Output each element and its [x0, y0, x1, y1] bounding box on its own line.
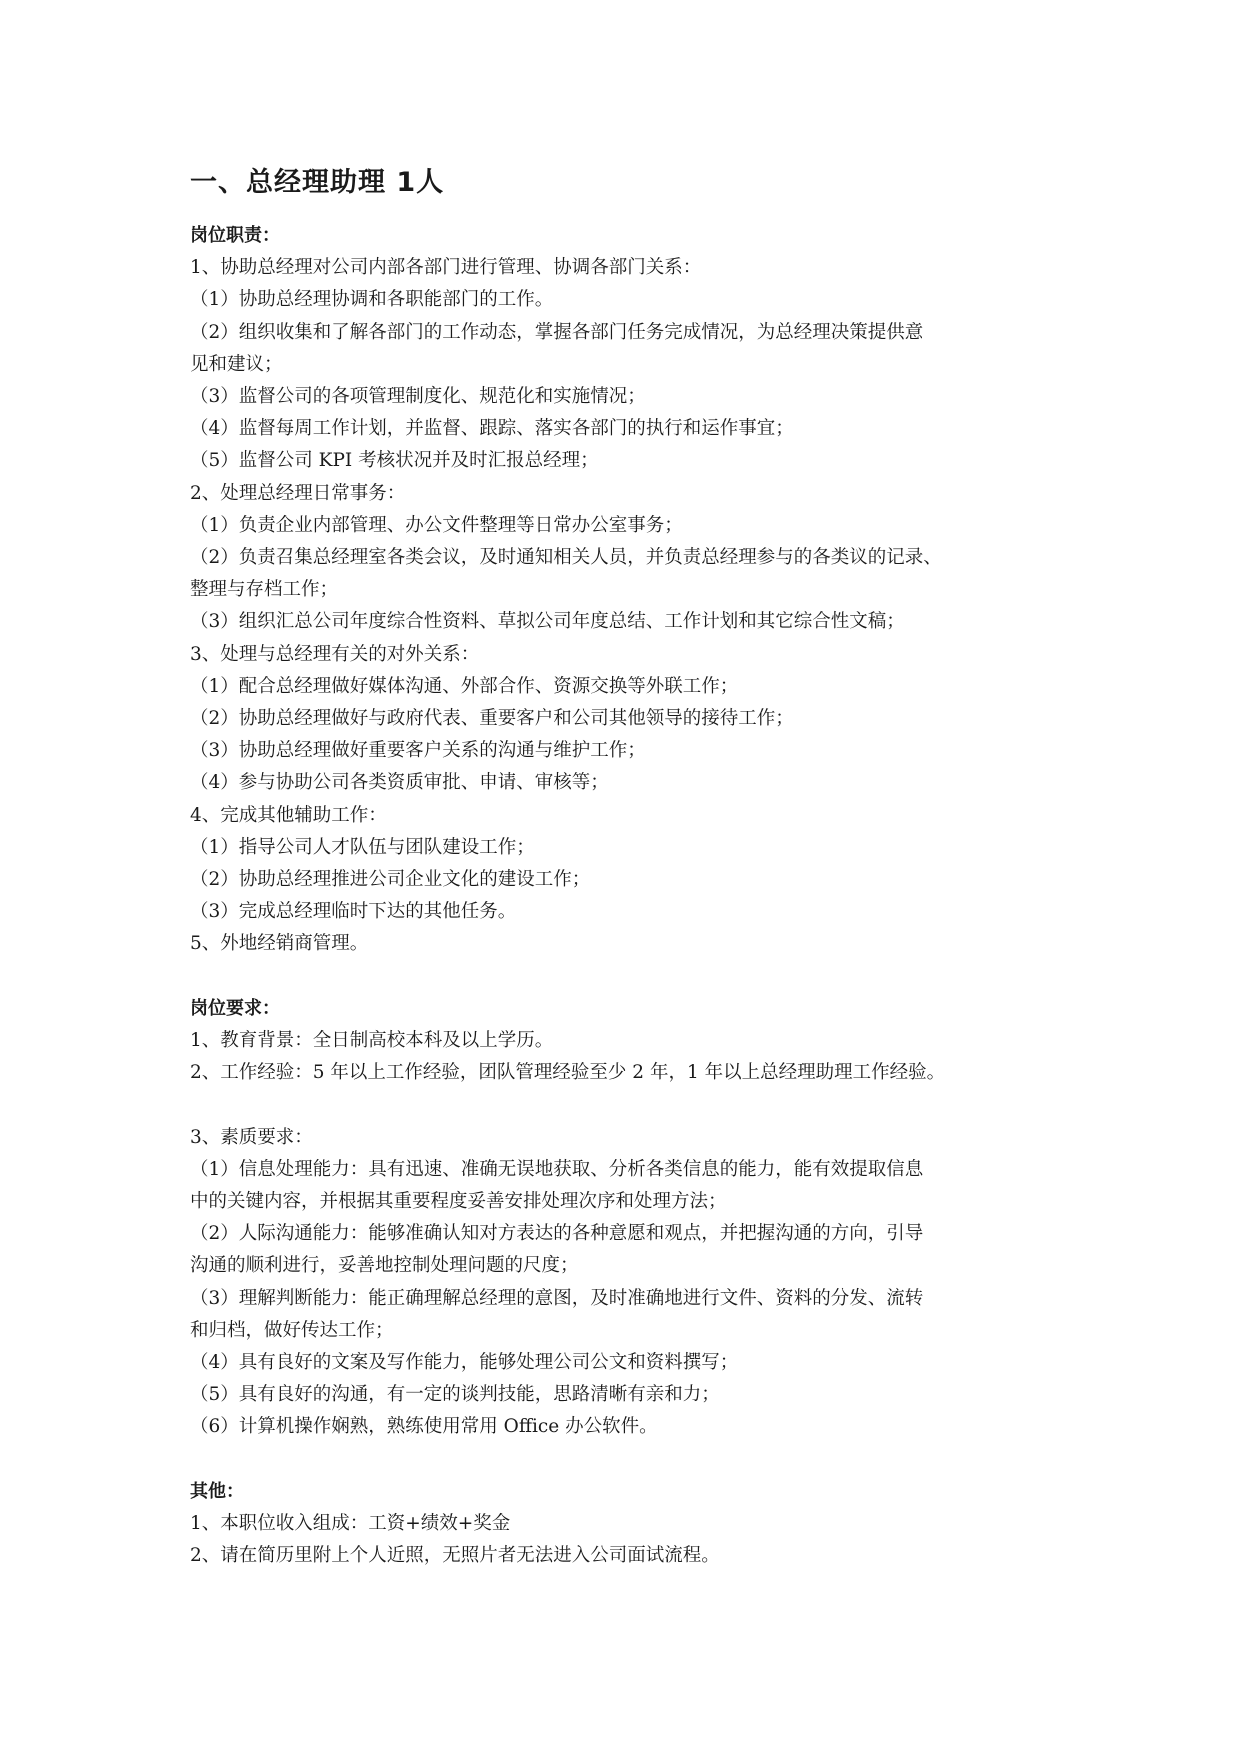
other-heading: 其他：	[190, 1480, 244, 1502]
text-line: 3、处理与总经理有关的对外关系：	[190, 643, 480, 665]
requirements-heading: 岗位要求：	[190, 997, 280, 1019]
text-line: （2）负责召集总经理室各类会议，及时通知相关人员，并负责总经理参与的各类议的记录、	[190, 547, 942, 569]
text-line: 2、处理总经理日常事务：	[190, 482, 406, 504]
text-line: （1）协助总经理协调和各职能部门的工作。	[190, 289, 554, 311]
text-line: 5、外地经销商管理。	[190, 933, 369, 955]
text-line: 和归档，做好传达工作；	[190, 1319, 394, 1341]
text-line: 见和建议；	[190, 353, 283, 375]
text-line: （6）计算机操作娴熟，熟练使用常用 Office 办公软件。	[190, 1416, 658, 1438]
section-gap	[190, 1444, 1070, 1476]
text-line: （3）组织汇总公司年度综合性资料、草拟公司年度总结、工作计划和其它综合性文稿；	[190, 611, 905, 633]
text-line: （2）组织收集和了解各部门的工作动态，掌握各部门任务完成情况，为总经理决策提供意	[190, 321, 924, 343]
responsibilities-section	[190, 220, 1070, 961]
text-line: 1、教育背景：全日制高校本科及以上学历。	[190, 1030, 554, 1052]
text-line: （3）理解判断能力：能正确理解总经理的意图，及时准确地进行文件、资料的分发、流转	[190, 1287, 924, 1309]
text-line: 中的关键内容，并根据其重要程度妥善安排处理次序和处理方法；	[190, 1191, 727, 1213]
text-line: （3）完成总经理临时下达的其他任务。	[190, 901, 517, 923]
text-line: （3）监督公司的各项管理制度化、规范化和实施情况；	[190, 386, 646, 407]
text-line: （4）监督每周工作计划，并监督、跟踪、落实各部门的执行和运作事宜；	[190, 418, 794, 440]
text-line: （5）具有良好的沟通，有一定的谈判技能，思路清晰有亲和力；	[190, 1384, 720, 1406]
requirements-section	[190, 993, 1070, 1444]
text-line: （2）协助总经理推进公司企业文化的建设工作；	[190, 869, 591, 891]
text-line: 3、素质要求：	[190, 1126, 313, 1148]
text-line: （2）人际沟通能力：能够准确认知对方表达的各种意愿和观点，并把握沟通的方向，引导	[190, 1223, 924, 1245]
text-line: （4）参与协助公司各类资质审批、申请、审核等；	[190, 772, 609, 794]
responsibilities-heading: 岗位职责：	[190, 225, 280, 246]
text-line: 4、完成其他辅助工作：	[190, 804, 387, 826]
text-line: （3）协助总经理做好重要客户关系的沟通与维护工作；	[190, 740, 646, 762]
text-line: （2）协助总经理做好与政府代表、重要客户和公司其他领导的接待工作；	[190, 708, 794, 730]
text-line: 整理与存档工作；	[190, 579, 339, 601]
text-line: 2、请在简历里附上个人近照，无照片者无法进入公司面试流程。	[190, 1545, 720, 1567]
text-line: （1）信息处理能力：具有迅速、准确无误地获取、分析各类信息的能力，能有效提取信息	[190, 1158, 924, 1180]
requirements-list-a	[190, 1025, 1070, 1089]
section-gap	[190, 961, 1070, 993]
text-line: （1）负责企业内部管理、办公文件整理等日常办公室事务；	[190, 514, 683, 536]
other-list	[190, 1508, 1070, 1572]
paragraph-gap	[190, 1089, 1070, 1121]
document-content	[190, 158, 1070, 1572]
other-section	[190, 1476, 1070, 1573]
text-line: 2、工作经验：5 年以上工作经验，团队管理经验至少 2 年，1 年以上总经理助理工作经验。	[190, 1062, 946, 1084]
text-line: （4）具有良好的文案及写作能力，能够处理公司公文和资料撰写；	[190, 1352, 739, 1374]
responsibilities-list	[190, 252, 1070, 960]
text-line: 1、协助总经理对公司内部各部门进行管理、协调各部门关系：	[190, 257, 702, 279]
text-line: （1）配合总经理做好媒体沟通、外部合作、资源交换等外联工作；	[190, 675, 739, 697]
text-line: （1）指导公司人才队伍与团队建设工作；	[190, 836, 535, 858]
job-title: 一、总经理助理 1人	[190, 167, 445, 198]
text-line: 1、本职位收入组成：工资+绩效+奖金	[190, 1513, 511, 1535]
requirements-list-b	[190, 1122, 1070, 1444]
text-line: （5）监督公司 KPI 考核状况并及时汇报总经理；	[190, 450, 599, 472]
text-line: 沟通的顺利进行，妥善地控制处理问题的尺度；	[190, 1255, 579, 1277]
